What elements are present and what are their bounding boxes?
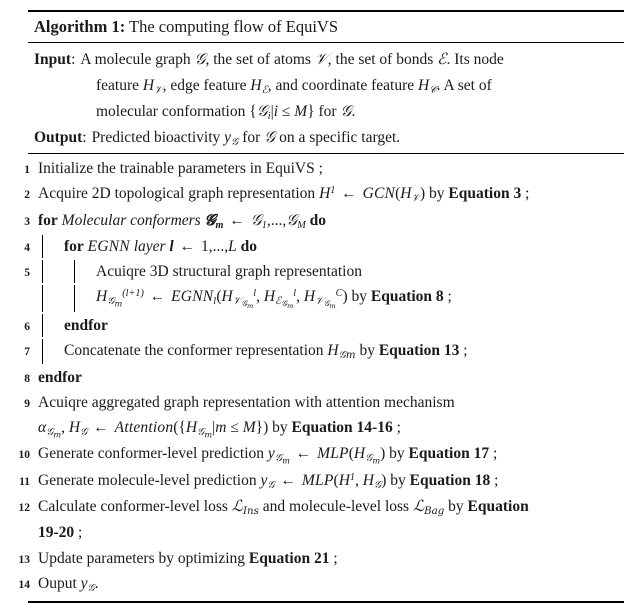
- line-number: 14: [18, 578, 30, 591]
- algorithm-line: [0, 313, 632, 338]
- algorithm-line-continuation: [0, 520, 632, 545]
- line-text: endfor: [38, 368, 82, 386]
- line-text: $H_{𝒢_m}^{(l+1)}$ ← $EGNN_l(H_{𝒱_{𝒢_m}}^l$, $H_{ℰ_{𝒢_m}}^l$, $H_{𝒱_{𝒢_m}}^C$) by Equation 8 ;: [96, 288, 452, 311]
- input-label: Input:: [34, 51, 76, 69]
- line-text: Generate conformer-level prediction $y_{𝒢_m}$ ← $MLP(H_{𝒢_m})$ by Equation 17 ;: [38, 445, 498, 466]
- line-content: [30, 391, 632, 414]
- output-label: Output:: [34, 128, 87, 146]
- line-number: 1: [24, 164, 30, 177]
- input-row-1: [0, 47, 632, 72]
- loop-rule-level-1: [42, 260, 43, 283]
- algorithm-line-continuation: [0, 284, 632, 313]
- line-number: 10: [18, 449, 30, 462]
- loop-rule-level-1: [42, 285, 43, 312]
- algorithm-line: [0, 338, 632, 364]
- line-number: 12: [18, 502, 30, 515]
- line-content: [30, 469, 632, 493]
- algorithm-line: [0, 259, 632, 284]
- line-content: [30, 209, 632, 233]
- output-text: Predicted bioactivity $y_𝒢$ for 𝒢 on a specific target.: [91, 127, 401, 148]
- algorithm-line: [0, 234, 632, 259]
- line-text: Update parameters by optimizing Equation 21 ;: [38, 549, 338, 567]
- algorithm-line: [0, 365, 632, 390]
- input-text-line-3: molecular conformation {𝒢$_i$|i ≤ M} for 𝒢.: [96, 101, 356, 122]
- input-row-2: [0, 73, 632, 99]
- caption-label: Algorithm 1:: [34, 17, 126, 36]
- line-content: [30, 547, 632, 570]
- line-content: [30, 314, 632, 337]
- loop-rule-level-2: [74, 260, 75, 283]
- algorithm-line: [0, 494, 632, 520]
- line-text: Acquire 2D topological graph representation $H^1$ ← $GCN(H_𝒱)$ by Equation 3 ;: [38, 185, 530, 205]
- line-content: [30, 235, 632, 258]
- line-number: 3: [24, 215, 30, 228]
- algorithm-line: [0, 546, 632, 571]
- loop-rule-level-1: [42, 314, 43, 337]
- algorithm-line: [0, 208, 632, 234]
- algorithm-line: [0, 468, 632, 494]
- line-content: [30, 182, 632, 206]
- input-row-3: [0, 99, 632, 125]
- output-row: [0, 125, 632, 151]
- line-content: [30, 366, 632, 389]
- line-text: Acuiqre 3D structural graph representation: [96, 263, 362, 281]
- caption-title: The computing flow of EquiVS: [129, 17, 339, 36]
- line-content: [30, 260, 632, 283]
- loop-rule-level-1: [42, 339, 43, 363]
- algorithm-line: [0, 571, 632, 597]
- line-text: for Molecular conformers 𝓖$_m$ ← 𝒢$_1$,...,𝒢$_M$ do: [38, 210, 327, 231]
- algorithm-block: [0, 10, 632, 603]
- line-content: [30, 157, 632, 180]
- loop-rule-level-1: [42, 235, 43, 258]
- line-number: 8: [24, 372, 30, 385]
- line-content: [30, 285, 632, 312]
- algorithm-line: [0, 441, 632, 467]
- line-number: 11: [19, 475, 30, 488]
- line-text: Ouput $y_𝒢$.: [38, 574, 99, 594]
- line-text: endfor: [64, 317, 108, 335]
- line-text: Calculate conformer-level loss ℒ$_{Ins}$ and molecule-level loss ℒ$_{Bag}$ by Equation: [38, 497, 529, 517]
- loop-rule-level-2: [74, 285, 75, 312]
- algorithm-line: [0, 156, 632, 181]
- line-text: 19-20 ;: [38, 524, 83, 542]
- line-number: 5: [24, 267, 30, 280]
- line-number: 6: [24, 321, 30, 334]
- line-text: Generate molecule-level prediction $y_𝒢$ ← $MLP(H^1$, $H_𝒢$) by Equation 18 ;: [38, 471, 499, 491]
- input-text-line-1: A molecule graph 𝒢, the set of atoms 𝒱, the set of bonds ℰ. Its node: [80, 50, 504, 69]
- line-text: Concatenate the conformer representation $H_{𝒢m}$ by Equation 13 ;: [64, 342, 468, 362]
- line-content: [30, 521, 632, 544]
- line-text: Acuiqre aggregated graph representation with attention mechanism: [38, 393, 455, 411]
- algorithm-caption: [34, 12, 632, 42]
- line-number: 13: [18, 553, 30, 566]
- line-number: 9: [24, 397, 30, 410]
- line-number: 2: [24, 189, 30, 202]
- algorithm-line-continuation: [0, 415, 632, 441]
- line-number: 7: [24, 346, 30, 359]
- line-text: for EGNN layer l ← 1,...,L do: [64, 237, 257, 255]
- algorithm-line: [0, 181, 632, 207]
- line-content: [30, 416, 632, 440]
- line-text: Initialize the trainable parameters in EquiVS ;: [38, 160, 323, 178]
- input-text-line-2: feature $H_𝒱$, edge feature $H_ℰ$, and coordinate feature $H_𝒞$. A set of: [96, 76, 492, 96]
- line-number: 4: [24, 241, 30, 254]
- line-content: [30, 572, 632, 596]
- io-block: [0, 43, 632, 153]
- line-content: [30, 442, 632, 466]
- line-text: $\alpha_{𝒢_m}$, $H_𝒢$ ← $Attention(\{H_{𝒢_m}|m \le M\})$ by Equation 14-16 ;: [38, 419, 401, 440]
- line-content: [30, 339, 632, 363]
- line-content: [30, 495, 632, 519]
- algorithm-line: [0, 390, 632, 415]
- algorithm-lines: [0, 154, 632, 597]
